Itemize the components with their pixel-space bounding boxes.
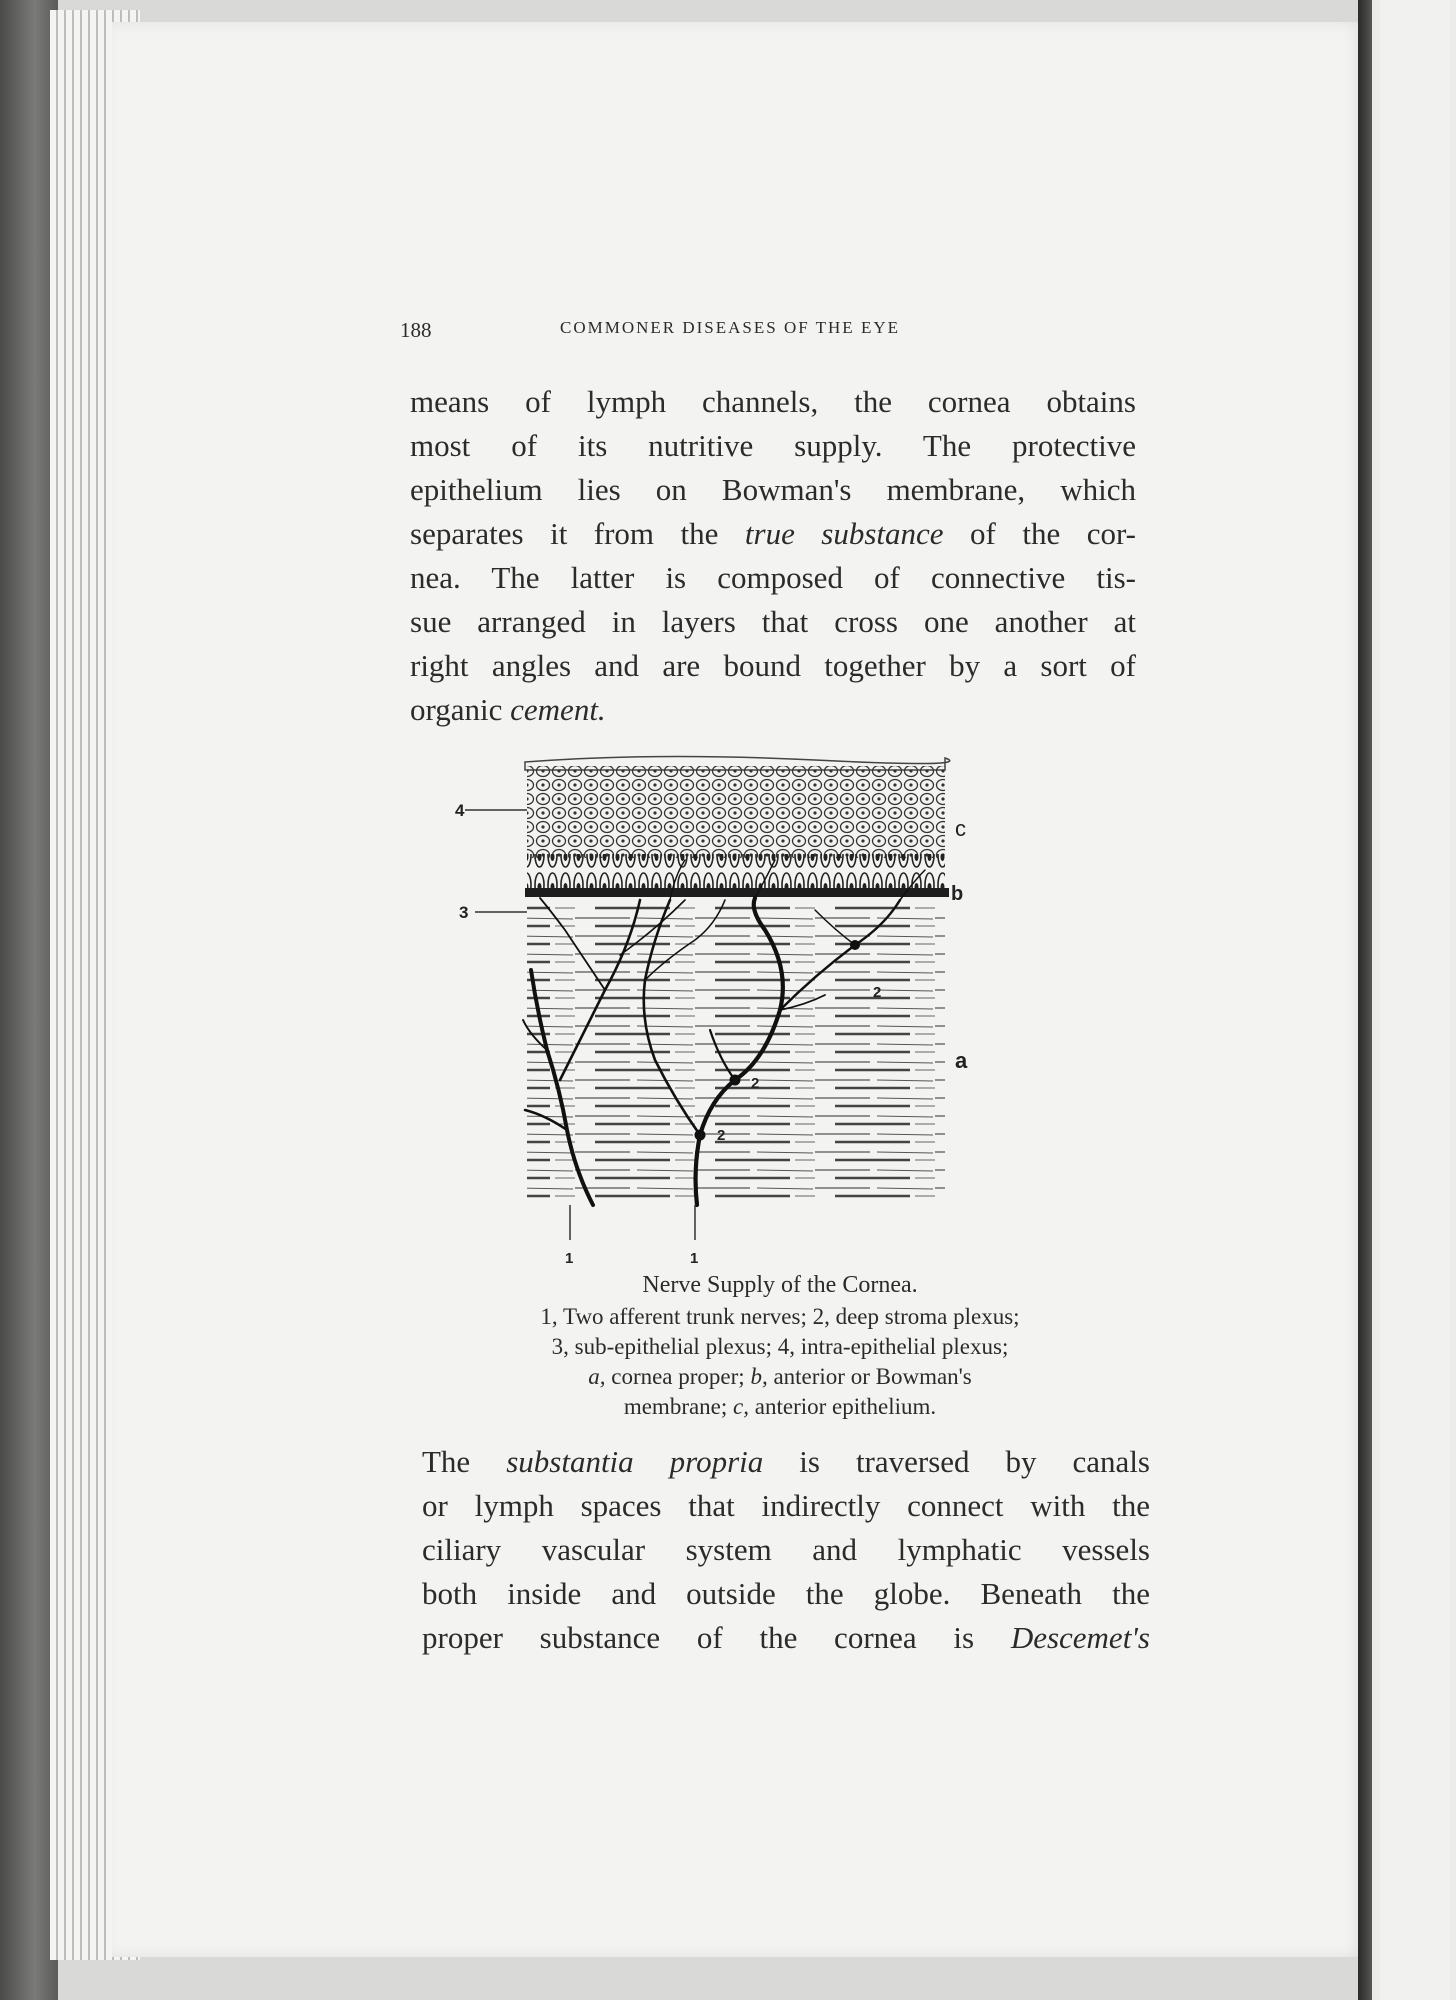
label-4: 4	[455, 801, 465, 820]
text-line: ciliary vascular system and lymphatic vessels	[422, 1532, 1150, 1567]
label-b: b	[951, 883, 964, 905]
label-2-upper: 2	[873, 984, 882, 1001]
text-line: sue arranged in layers that cross one another at	[410, 604, 1136, 639]
label-2-lower: 2	[717, 1127, 726, 1144]
caption-line: membrane; c, anterior epithelium.	[623, 1394, 937, 1419]
text-line: The substantia propria is traversed by canals	[422, 1444, 1150, 1479]
label-2-mid: 2	[751, 1075, 760, 1092]
label-c: c	[955, 816, 966, 841]
label-1-left: 1	[565, 1250, 574, 1267]
facing-page	[1372, 0, 1456, 2000]
bowmans-membrane	[525, 888, 949, 897]
text-line: both inside and outside the globe. Beneath the	[422, 1576, 1150, 1611]
italic-term: true substance	[744, 516, 944, 551]
epithelium-layer	[527, 766, 945, 858]
italic-term: substantia propria	[506, 1444, 764, 1479]
italic-term: cement.	[510, 692, 606, 727]
stroma-layer	[527, 902, 945, 1202]
text-line: separates it from the true substance of the cor-	[410, 516, 1136, 551]
book-gutter	[1358, 0, 1372, 2000]
text-line: epithelium lies on Bowman's membrane, which	[410, 472, 1136, 507]
text-line: organic cement.	[410, 692, 606, 727]
text-line: proper substance of the cornea is Descemet's	[422, 1620, 1150, 1655]
label-3: 3	[459, 903, 469, 922]
caption-title: Nerve Supply of the Cornea.	[642, 1272, 918, 1298]
paragraph-1	[410, 380, 1136, 732]
running-header	[400, 318, 980, 348]
paragraph-2	[422, 1440, 1150, 1660]
caption-line: a, cornea proper; b, anterior or Bowman's	[588, 1364, 972, 1389]
text-line: most of its nutritive supply. The protective	[410, 428, 1136, 463]
page-number: 188	[400, 318, 432, 342]
italic-term: Descemet's	[1010, 1620, 1150, 1655]
running-title: COMMONER DISEASES OF THE EYE	[560, 318, 900, 337]
figure-caption	[410, 1270, 1150, 1422]
basal-cell-row	[527, 854, 945, 888]
label-a: a	[955, 1048, 968, 1073]
text-line: means of lymph channels, the cornea obtains	[410, 384, 1136, 419]
text-line: right angles and are bound together by a sort of	[410, 648, 1136, 683]
label-1-right: 1	[690, 1250, 699, 1267]
cornea-nerve-illustration	[455, 750, 1075, 1270]
text-line: or lymph spaces that indirectly connect with the	[422, 1488, 1150, 1523]
caption-line: 3, sub-epithelial plexus; 4, intra-epithelial plexus;	[551, 1334, 1009, 1359]
text-line: nea. The latter is composed of connective tis-	[410, 560, 1136, 595]
caption-line: 1, Two afferent trunk nerves; 2, deep stroma plexus;	[540, 1304, 1020, 1329]
